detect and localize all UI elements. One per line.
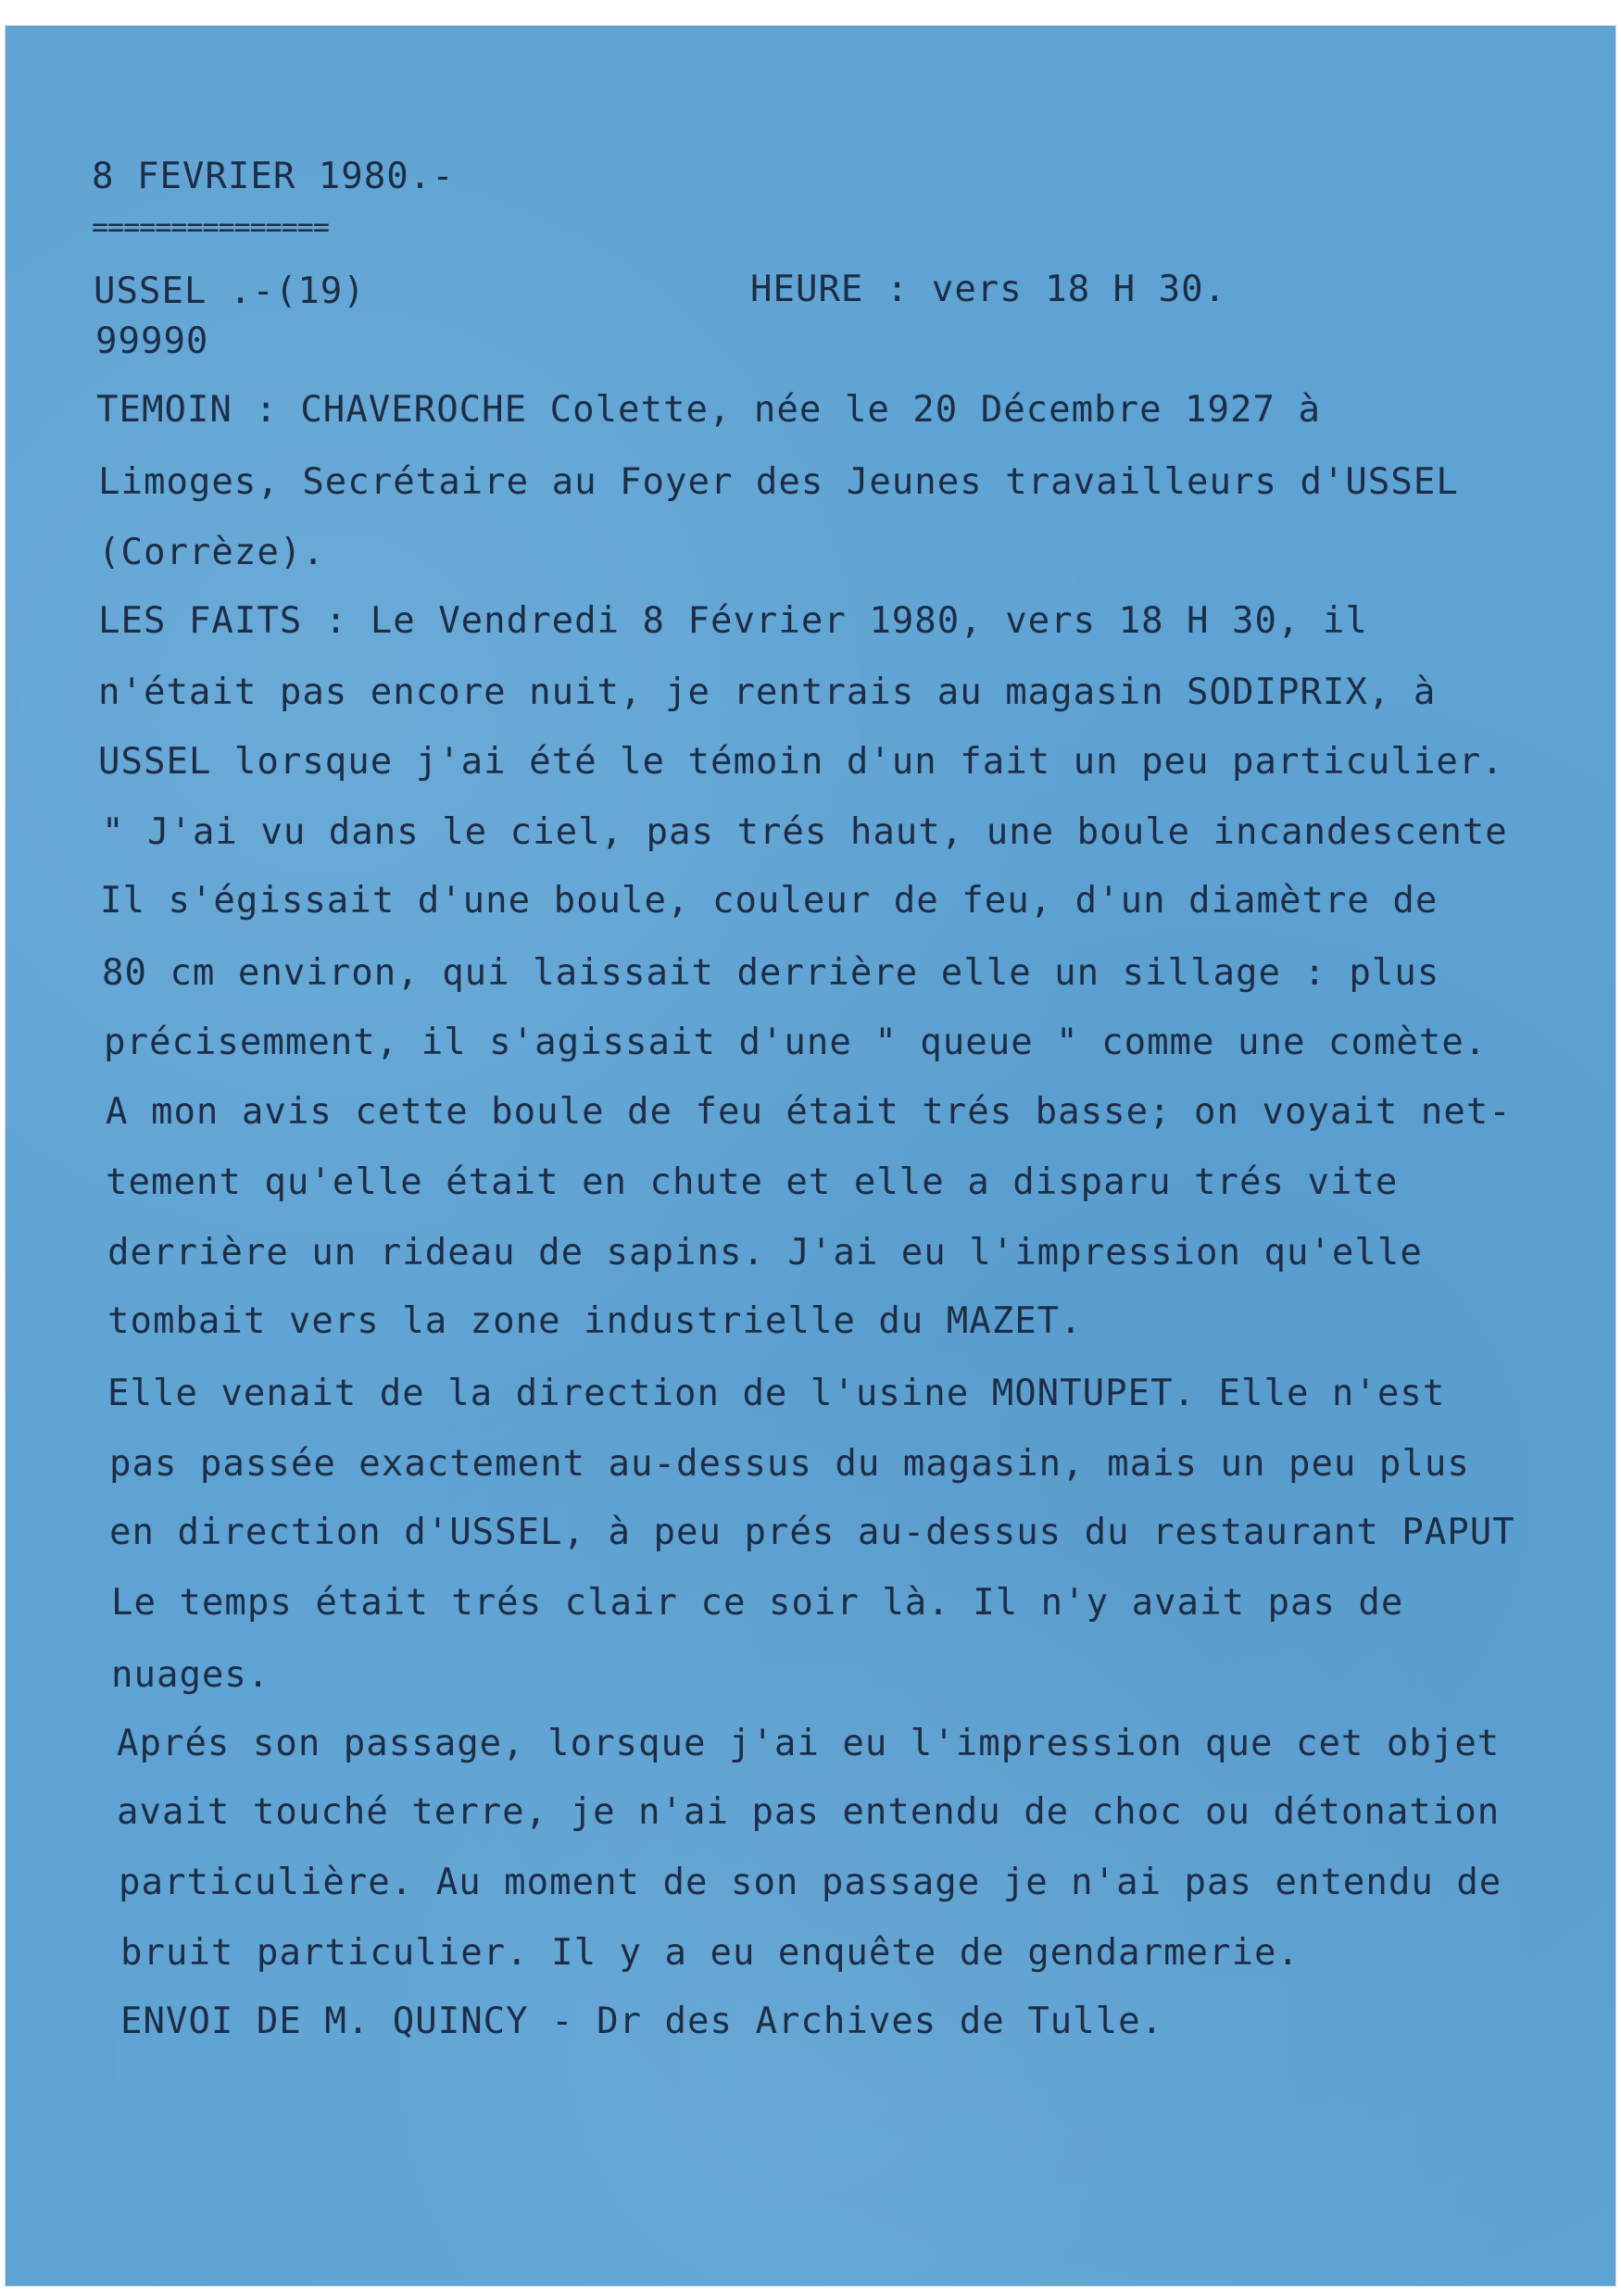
body-line: ENVOI DE M. QUINCY - Dr des Archives de Tulle. [120, 2001, 1164, 2042]
body-line: n'était pas encore nuit, je rentrais au magasin SODIPRIX, à [98, 671, 1437, 713]
body-line: USSEL lorsque j'ai été le témoin d'un fait un peu particulier. [98, 741, 1504, 783]
body-line: Il s'égissait d'une boule, couleur de feu, d'un diamètre de [100, 880, 1439, 922]
body-line: bruit particulier. Il y a eu enquête de gendarmerie. [120, 1932, 1300, 1974]
body-line: tement qu'elle était en chute et elle a disparu trés vite [106, 1161, 1399, 1203]
document-date: 8 FEVRIER 1980.- [92, 156, 455, 197]
body-line: 80 cm environ, qui laissait derrière elle un sillage : plus [102, 952, 1440, 994]
body-line: pas passée exactement au-dessus du magasin, mais un peu plus [109, 1443, 1470, 1485]
body-line: LES FAITS : Le Vendredi 8 Février 1980, vers 18 H 30, il [98, 600, 1368, 642]
body-line: " J'ai vu dans le ciel, pas trés haut, une boule incandescente [102, 811, 1508, 853]
body-line: Le temps était trés clair ce soir là. Il n'y avait pas de [111, 1582, 1404, 1624]
location-underline: 99990 [95, 320, 209, 362]
body-line: Limoges, Secrétaire au Foyer des Jeunes travailleurs d'USSEL [98, 461, 1459, 503]
document-location: USSEL .-(19) [94, 270, 366, 312]
document-time: HEURE : vers 18 H 30. [750, 269, 1227, 310]
body-line: (Corrèze). [98, 532, 325, 573]
body-line: nuages. [111, 1654, 270, 1696]
body-line: Aprés son passage, lorsque j'ai eu l'impression que cet objet [117, 1723, 1501, 1764]
body-line: TEMOIN : CHAVEROCHE Colette, née le 20 Décembre 1927 à [96, 389, 1321, 431]
date-underline: =============== [92, 211, 329, 244]
body-line: avait touché terre, je n'ai pas entendu de choc ou détonation [117, 1791, 1501, 1833]
body-line: particulière. Au moment de son passage je n'ai pas entendu de [119, 1862, 1502, 1903]
typewritten-sheet [6, 26, 1615, 2286]
body-line: tombait vers la zone industrielle du MAZET. [107, 1300, 1083, 1342]
body-line: derrière un rideau de sapins. J'ai eu l'impression qu'elle [107, 1232, 1423, 1273]
body-line: en direction d'USSEL, à peu prés au-dessus du restaurant PAPUT [109, 1512, 1515, 1553]
body-line: précisemment, il s'agissait d'une " queue " comme une comète. [104, 1022, 1488, 1063]
body-line: Elle venait de la direction de l'usine MONTUPET. Elle n'est [107, 1373, 1446, 1414]
body-line: A mon avis cette boule de feu était trés basse; on voyait net- [106, 1091, 1512, 1133]
